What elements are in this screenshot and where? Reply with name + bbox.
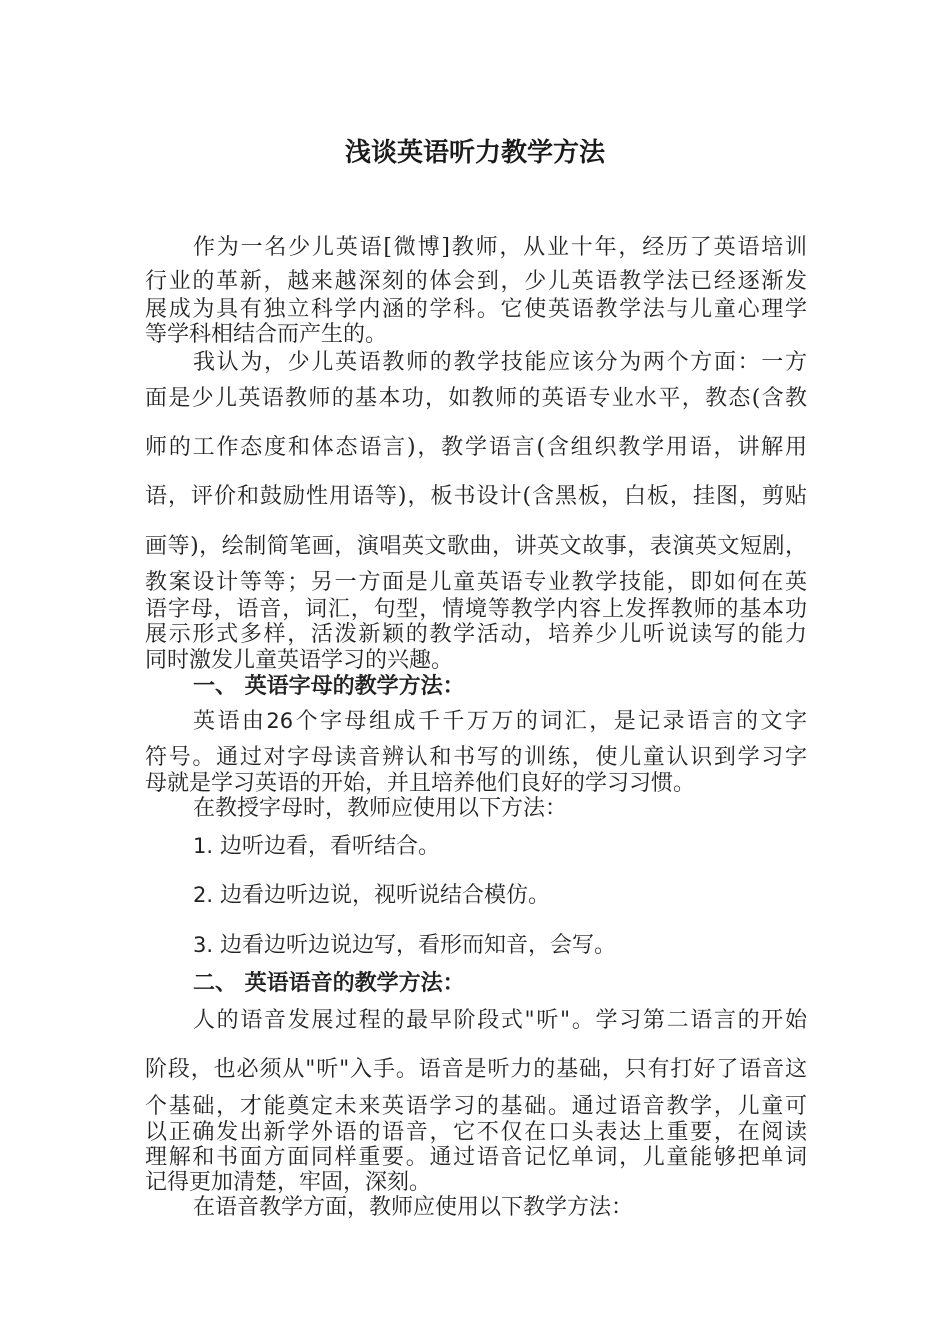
list-item	[193, 932, 807, 959]
paragraph-line: 个基础，才能奠定未来英语学习的基础。通过语音教学，儿童可	[145, 1094, 807, 1119]
list-text: 边听边看，看听结合。	[220, 834, 441, 859]
paragraph-line: 作为一名少儿英语[微博]教师，从业十年，经历了英语培训	[193, 235, 807, 260]
list-number: 1.	[193, 834, 214, 858]
paragraph-text: 个字母组成千千万万的词汇，是记录语言的文字	[293, 709, 807, 734]
list-text: 边看边听边说，视听说结合模仿。	[220, 883, 551, 908]
paragraph-text: 英语由	[193, 709, 267, 734]
list-number: 2.	[193, 883, 214, 907]
paragraph-line: 记得更加清楚，牢固，深刻。	[145, 1170, 432, 1195]
paragraph-line: 阶段，也必须从"听"入手。语音是听力的基础，只有打好了语音这	[145, 1057, 807, 1082]
paragraph-line: 展示形式多样，活泼新颖的教学活动，培养少儿听说读写的能力	[145, 622, 807, 647]
paragraph-line: 在语音教学方面，教师应使用以下教学方法：	[193, 1195, 634, 1220]
paragraph-line: 语字母，语音，词汇，句型，情境等教学内容上发挥教师的基本功	[145, 597, 807, 622]
paragraph-line	[193, 708, 807, 735]
paragraph-line: 展成为具有独立科学内涵的学科。它使英语教学法与儿童心理学	[145, 297, 807, 322]
paragraph-line: 面是少儿英语教师的基本功，如教师的英语专业水平，教态(含教	[145, 386, 807, 411]
list-item	[193, 833, 807, 860]
paragraph-line: 画等)，绘制简笔画，演唱英文歌曲，讲英文故事，表演英文短剧，	[145, 534, 807, 559]
paragraph-line: 人的语音发展过程的最早阶段式"听"。学习第二语言的开始	[193, 1008, 807, 1033]
paragraph-line: 行业的革新，越来越深刻的体会到，少儿英语教学法已经逐渐发	[145, 269, 807, 294]
paragraph-line: 以正确发出新学外语的语音，它不仅在口头表达上重要，在阅读	[145, 1120, 807, 1145]
paragraph-line: 母就是学习英语的开始，并且培养他们良好的学习习惯。	[145, 771, 696, 796]
paragraph-line: 语，评价和鼓励性用语等)，板书设计(含黑板，白板，挂图，剪贴	[145, 484, 807, 509]
paragraph-line: 理解和书面方面同样重要。通过语音记忆单词，儿童能够把单词	[145, 1145, 807, 1170]
paragraph-line: 我认为，少儿英语教师的教学技能应该分为两个方面：一方	[193, 350, 807, 375]
section-heading-phonetics: 二、 英语语音的教学方法：	[193, 970, 465, 996]
list-text: 边看边听边说边写，看形而知音，会写。	[220, 933, 617, 958]
list-item	[193, 882, 807, 909]
section-heading-letters: 一、 英语字母的教学方法：	[193, 673, 465, 699]
paragraph-line: 等学科相结合而产生的。	[145, 322, 388, 347]
paragraph-line: 在教授字母时，教师应使用以下方法：	[193, 796, 568, 821]
paragraph-line: 同时激发儿童英语学习的兴趣。	[145, 648, 454, 673]
paragraph-line: 符号。通过对字母读音辨认和书写的训练，使儿童认识到学习字	[145, 745, 807, 770]
paragraph-line: 教案设计等等；另一方面是儿童英语专业教学技能，即如何在英	[145, 570, 807, 595]
paragraph-line: 师的工作态度和体态语言)，教学语言(含组织教学用语，讲解用	[145, 435, 807, 460]
document-title: 浅谈英语听力教学方法	[344, 138, 605, 168]
list-number: 3.	[193, 933, 214, 957]
paragraph-number: 26	[266, 709, 294, 733]
